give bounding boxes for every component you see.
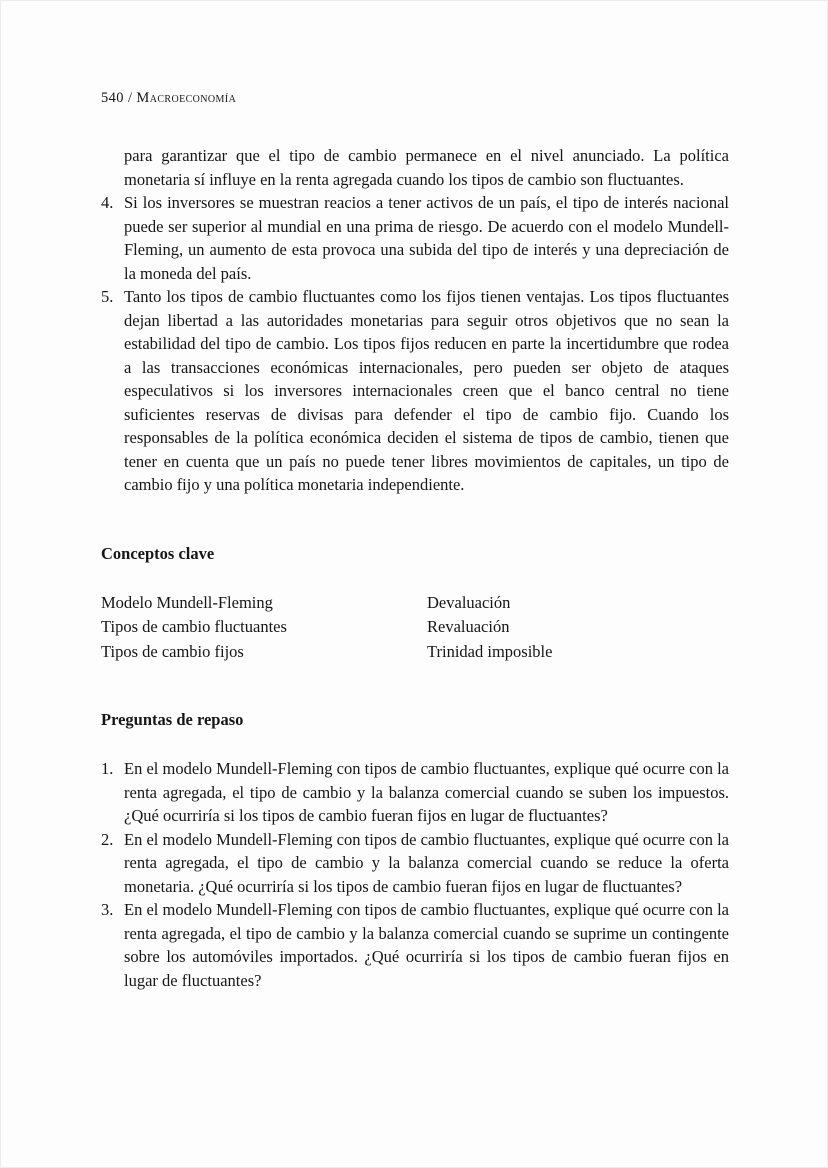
- concept-term: Trinidad imposible: [427, 641, 553, 661]
- summary-paragraph: para garantizar que el tipo de cambio permanece en el nivel anunciado. La política monetaria sí influye en la renta agregada cuando los tipos de cambio son fluctuantes.: [124, 146, 729, 189]
- question-item: [101, 898, 729, 992]
- concept-term: Devaluación: [427, 592, 511, 612]
- list-number: 4.: [101, 193, 114, 212]
- question-paragraph: En el modelo Mundell-Fleming con tipos de cambio fluctuantes, explique qué ocurre con la renta agregada, el tipo de cambio y la balanza comercial cuando se reduce la oferta monetaria. ¿Qué ocurriría si los tipos de cambio fueran fijos en lugar de fluctuantes?: [124, 829, 729, 896]
- questions-heading: Preguntas de repaso: [101, 710, 244, 729]
- chapter-summary-list: [101, 144, 729, 497]
- running-header: 540 / Macroeconomía: [101, 90, 237, 106]
- list-number: 2.: [101, 829, 114, 849]
- summary-paragraph: Tanto los tipos de cambio fluctuantes como los fijos tienen ventajas. Los tipos fluctuantes dejan libertad a las autoridades monetarias para seguir otros objetivos que no sean la estabilidad del tipo de cambio. Los tipos fijos reducen en parte la incertidumbre que rodea a las transacciones económicas internacionales, pero pueden ser objeto de ataques especulativos si los inversores internacionales creen que el banco central no tiene suficientes reservas de divisas para defender el tipo de cambio fijo. Cuando los responsables de la política económica deciden el sistema de tipos de cambio, tienen que tener en cuenta que un país no puede tener libres movimientos de capitales, un tipo de cambio fijo y una política monetaria independiente.: [124, 287, 729, 494]
- summary-item: [101, 144, 729, 191]
- summary-item: [101, 285, 729, 497]
- list-number: 5.: [101, 287, 114, 306]
- question-paragraph: En el modelo Mundell-Fleming con tipos de cambio fluctuantes, explique qué ocurre con la renta agregada, el tipo de cambio y la balanza comercial cuando se suben los impuestos. ¿Qué ocurriría si los tipos de cambio fueran fijos en lugar de fluctuantes?: [124, 759, 729, 825]
- concept-term: Modelo Mundell-Fleming: [101, 592, 273, 612]
- list-number: [101, 144, 124, 191]
- concept-term: Tipos de cambio fijos: [101, 641, 244, 661]
- question-paragraph: En el modelo Mundell-Fleming con tipos de cambio fluctuantes, explique qué ocurre con la renta agregada, el tipo de cambio y la balanza comercial cuando se suprime un contingente sobre los automóviles importados. ¿Qué ocurriría si los tipos de cambio fueran fijos en lugar de fluctuantes?: [124, 900, 729, 990]
- concept-term: Tipos de cambio fluctuantes: [101, 617, 287, 636]
- list-number: 3.: [101, 900, 114, 919]
- question-item: [101, 828, 729, 899]
- concept-term: Revaluación: [427, 617, 510, 636]
- summary-item: [101, 191, 729, 285]
- summary-paragraph: Si los inversores se muestran reacios a tener activos de un país, el tipo de interés nacional puede ser superior al mundial en una prima de riesgo. De acuerdo con el modelo Mundell-Fleming, un aumento de esta provoca una subida del tipo de interés y una depreciación de la moneda del país.: [124, 193, 729, 283]
- review-questions-list: [101, 757, 729, 992]
- question-item: [101, 757, 729, 828]
- list-number: 1.: [101, 759, 114, 778]
- key-concepts-list: [101, 591, 729, 665]
- concepts-heading: Conceptos clave: [101, 543, 215, 563]
